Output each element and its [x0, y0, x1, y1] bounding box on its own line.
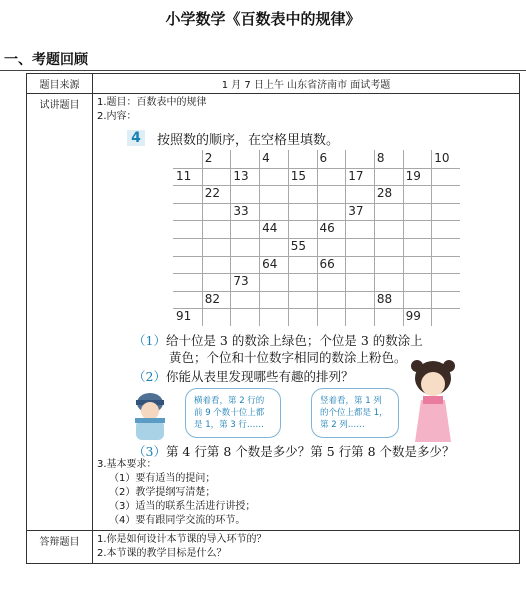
requirements-title: 3.基本要求： [97, 459, 157, 470]
boy-illustration [127, 386, 173, 442]
question-1-text: 给十位是 3 的数涂上绿色；个位是 3 的数涂上 [165, 333, 423, 348]
source-row [27, 74, 520, 94]
defense-question-1: 1.你是如何设计本节课的导入环节的？ [97, 534, 267, 545]
grid-row-line [173, 256, 460, 257]
topic-label: 试讲题目 [27, 94, 93, 531]
grid-number: 17 [348, 168, 364, 183]
grid-number: 82 [204, 291, 220, 306]
grid-number: 73 [233, 274, 249, 289]
grid-number: 6 [319, 151, 328, 165]
grid-number: 13 [233, 168, 249, 183]
grid-number: 46 [319, 221, 335, 236]
requirement-2: （2）教学提纲写清楚； [109, 487, 216, 498]
defense-question-2: 2.本节课的教学目标是什么？ [97, 548, 227, 559]
grid-column-line [317, 150, 318, 326]
grid-number: 15 [290, 168, 307, 183]
exam-table [26, 73, 520, 564]
grid-number: 10 [434, 151, 450, 165]
girl-illustration [405, 356, 461, 442]
problem-number: 4 [127, 130, 145, 146]
topic-row [27, 94, 520, 531]
grid-column-line [345, 150, 346, 326]
grid-number: 88 [376, 291, 393, 306]
grid-row-line [173, 273, 460, 274]
defense-content [93, 531, 520, 564]
problem-instruction: 按照数的顺序，在空格里填数。 [157, 133, 340, 148]
grid-number: 55 [290, 239, 307, 253]
source-value: 1 月 7 日上午 山东省济南市 面试考题 [93, 74, 520, 94]
question-3 [133, 442, 455, 460]
content-label-line: 2.内容： [97, 111, 137, 122]
source-label: 题目来源 [27, 74, 93, 94]
hundred-chart-grid [173, 150, 460, 326]
grid-number: 99 [405, 309, 421, 324]
requirement-4: （4）要有跟同学交流的环节。 [109, 515, 246, 526]
grid-column-line [403, 150, 404, 326]
topic-title-line: 1.题目：百数表中的规律 [97, 97, 207, 108]
grid-number: 2 [204, 151, 213, 165]
grid-column-line [374, 150, 375, 326]
grid-number: 33 [233, 203, 249, 218]
question-2-number: （2） [133, 369, 166, 384]
requirement-1: （1）要有适当的提问； [109, 473, 216, 484]
question-1-number: （1） [133, 333, 166, 348]
grid-number: 37 [348, 203, 364, 218]
grid-number: 19 [405, 168, 421, 183]
section-heading: 一、考题回顾 [4, 52, 88, 68]
document-title: 小学数学《百数表中的规律》 [165, 10, 361, 28]
grid-number: 28 [376, 186, 393, 201]
question-1-line-1 [133, 331, 423, 349]
grid-number: 8 [376, 151, 385, 165]
speech-bubble-left: 横着看，第 2 行的前 9 个数十位上都是 1，第 3 行…… [185, 388, 281, 438]
question-1-line-2: 黄色；个位和十位数字相同的数涂上粉色。 [169, 350, 407, 365]
grid-number: 22 [204, 186, 220, 201]
grid-number: 91 [176, 309, 192, 324]
grid-number: 66 [319, 256, 335, 271]
question-3-text: 第 4 行第 8 个数是多少？第 5 行第 8 个数是多少？ [165, 444, 455, 459]
defense-row [27, 531, 520, 564]
textbook-problem [117, 124, 515, 458]
topic-content [93, 94, 520, 531]
section-divider [0, 70, 526, 71]
grid-number: 44 [262, 221, 278, 236]
grid-column-line [431, 150, 432, 326]
requirement-3: （3）适当的联系生活进行讲授； [109, 501, 256, 512]
question-2 [133, 367, 353, 385]
grid-number: 11 [176, 168, 192, 183]
defense-label: 答辩题目 [27, 531, 93, 564]
speech-bubble-right: 竖着看，第 1 列的个位上都是 1，第 2 列…… [311, 388, 399, 438]
question-3-number: （3） [133, 444, 166, 459]
question-2-text: 你能从表里发现哪些有趣的排列？ [165, 369, 354, 384]
grid-number: 64 [262, 256, 278, 271]
grid-number: 4 [262, 151, 270, 165]
